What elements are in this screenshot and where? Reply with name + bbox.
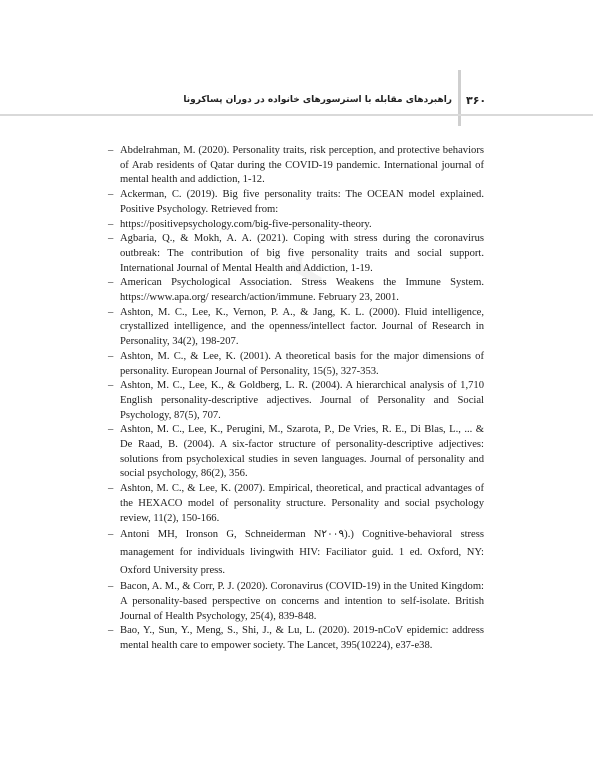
header-horizontal-rule: [0, 114, 593, 116]
reference-item: – Agbaria, Q., & Mokh, A. A. (2021). Coping with stress during the coronavirus outbreak: The contribution of big five personality traits and social support. International Journal of Mental Health and Addiction, 1-19.: [108, 232, 484, 276]
page-number: ۳۶۰: [466, 94, 487, 107]
reference-item: – Bacon, A. M., & Corr, P. J. (2020). Coronavirus (COVID-19) in the United Kingdom: A personality-based perspective on concerns and intention to self-isolate. British Journal of Health Psychology, 25(4), 839-848.: [108, 580, 484, 624]
reference-item: – Abdelrahman, M. (2020). Personality traits, risk perception, and protective behaviors of Arab residents of Qatar during the COVID-19 pandemic. International journal of mental health and addiction, 1-12.: [108, 144, 484, 188]
reference-item: – Antoni MH, Ironson G, Schneiderman N۲۰۰۹).) Cognitive-behavioral stress management for individuals livingwith HIV: Faciliator guid. 1 ed. Oxford, NY: Oxford University press.: [108, 526, 484, 580]
reference-item: – https://positivepsychology.com/big-five-personality-theory.: [108, 218, 484, 233]
running-title: راهبردهای مقابله با استرسورهای خانواده در دوران پساکرونا: [183, 95, 452, 105]
reference-item: – Bao, Y., Sun, Y., Meng, S., Shi, J., & Lu, L. (2020). 2019-nCoV epidemic: address mental health care to empower society. The Lancet, 395(10224), e37-e38.: [108, 624, 484, 653]
reference-item: – Ackerman, C. (2019). Big five personality traits: The OCEAN model explained. Positive Psychology. Retrieved from:: [108, 188, 484, 217]
reference-list: [108, 144, 484, 654]
reference-item: – Ashton, M. C., Lee, K., Vernon, P. A., & Jang, K. L. (2000). Fluid intelligence, crystallized intelligence, and the openness/intellect factor. Journal of Research in Personality, 34(2), 198-207.: [108, 306, 484, 350]
reference-item: – Ashton, M. C., Lee, K., Perugini, M., Szarota, P., De Vries, R. E., Di Blas, L., ... & De Raad, B. (2004). A six-factor structure of personality-descriptive adjectives: solutions from psycholexical studies in seven languages. Journal of personality and social psychology, 86(2), 356.: [108, 423, 484, 482]
header-vertical-rule: [458, 70, 461, 126]
reference-item: – American Psychological Association. Stress Weakens the Immune System. https://www.apa.org/ research/action/immune. February 23, 2001.: [108, 276, 484, 305]
watermark: r: [265, 237, 341, 297]
reference-item: – Ashton, M. C., & Lee, K. (2001). A theoretical basis for the major dimensions of personality. European Journal of Personality, 15(5), 327-353.: [108, 350, 484, 379]
reference-item: – Ashton, M. C., Lee, K., & Goldberg, L. R. (2004). A hierarchical analysis of 1,710 English personality-descriptive adjectives. Journal of Personality and Social Psychology, 87(5), 707.: [108, 379, 484, 423]
reference-item: – Ashton, M. C., & Lee, K. (2007). Empirical, theoretical, and practical advantages of the HEXACO model of personality structure. Personality and social psychology review, 11(2), 150-166.: [108, 482, 484, 526]
